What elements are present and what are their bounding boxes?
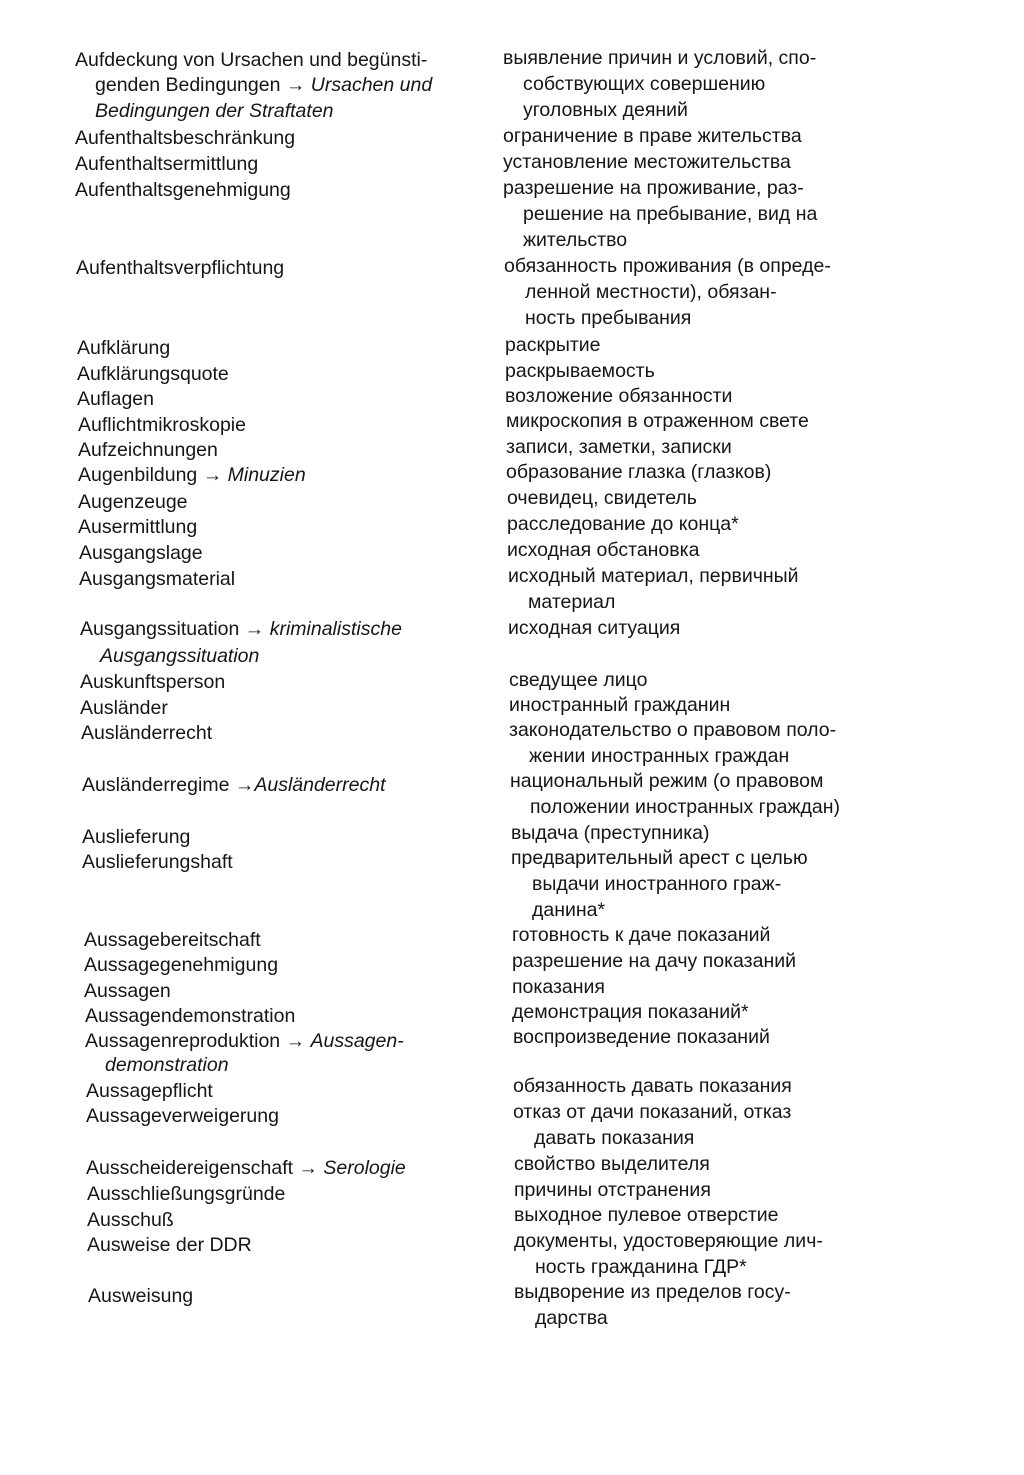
translation-ru: выдворение из пределов госу- xyxy=(514,1281,791,1303)
translation-ru: иностранный гражданин xyxy=(509,694,731,716)
term-de: Ausländerregime →Ausländerrecht xyxy=(82,774,386,796)
cross-reference: Ausgangssituation xyxy=(100,645,260,667)
cross-reference: Minuzien xyxy=(227,464,306,486)
term-de: Ausweisung xyxy=(88,1285,194,1307)
term-de: Aufenthaltsermittlung xyxy=(75,153,259,175)
translation-ru: документы, удостоверяющие лич- xyxy=(514,1230,823,1252)
translation-ru: национальный режим (о правовом xyxy=(510,770,824,792)
cross-reference: Bedingungen der Straftaten xyxy=(95,100,334,122)
term-de: Ausermittlung xyxy=(78,516,198,538)
translation-ru: законодательство о правовом поло- xyxy=(509,719,837,741)
arrow-icon: → xyxy=(285,74,306,96)
cross-reference: Ursachen und xyxy=(310,74,433,96)
translation-ru: возложение обязанности xyxy=(505,385,733,407)
term-de: Ausweise der DDR xyxy=(87,1234,252,1256)
cross-reference: demonstration xyxy=(105,1054,229,1076)
translation-ru: свойство выделителя xyxy=(514,1153,710,1175)
term-de: Ausgangsmaterial xyxy=(79,568,236,590)
term-de: Aussagendemonstration xyxy=(85,1005,296,1027)
term-de: Aussageverweigerung xyxy=(86,1105,279,1127)
cross-reference: Aussagen- xyxy=(310,1030,404,1052)
term-de: Aussagen xyxy=(84,980,171,1002)
arrow-icon: → xyxy=(244,618,265,640)
term-de: Auslieferungshaft xyxy=(82,851,233,873)
term-de: Auslieferung xyxy=(82,826,191,848)
translation-ru: выявление причин и условий, спо- xyxy=(503,47,817,69)
translation-ru: исходная обстановка xyxy=(507,539,700,561)
translation-ru: очевидец, свидетель xyxy=(507,487,697,509)
translation-ru: показания xyxy=(512,976,605,998)
translation-ru: давать показания xyxy=(534,1127,695,1149)
term-de: Aufenthaltsgenehmigung xyxy=(75,179,291,201)
translation-ru: ограничение в праве жительства xyxy=(503,125,802,147)
term-de: Augenzeuge xyxy=(78,491,188,513)
translation-ru: ность пребывания xyxy=(525,307,692,329)
term-de: Ausgangssituation → kriminalistische xyxy=(80,618,402,640)
translation-ru: отказ от дачи показаний, отказ xyxy=(513,1101,792,1123)
term-de: Ausschuß xyxy=(87,1209,174,1231)
term-de: Auflagen xyxy=(77,388,154,410)
translation-ru: данина* xyxy=(532,899,606,921)
translation-ru: уголовных деяний xyxy=(523,99,688,121)
arrow-icon: → xyxy=(202,464,223,486)
cross-reference: kriminalistische xyxy=(269,618,402,640)
translation-ru: демонстрация показаний* xyxy=(512,1001,749,1023)
translation-ru: обязанность давать показания xyxy=(513,1075,792,1097)
arrow-icon: → xyxy=(234,774,255,796)
term-de: Aufklärung xyxy=(77,337,171,359)
term-de: Augenbildung → Minuzien xyxy=(78,464,306,486)
term-de: Aussagegenehmigung xyxy=(84,954,279,976)
translation-ru: решение на пребывание, вид на xyxy=(523,203,818,225)
translation-ru: разрешение на проживание, раз- xyxy=(503,177,804,199)
term-de: Auskunftsperson xyxy=(80,671,226,693)
translation-ru: разрешение на дачу показаний xyxy=(512,950,796,972)
translation-ru: образование глазка (глазков) xyxy=(506,461,772,483)
translation-ru: расследование до конца* xyxy=(507,513,739,535)
translation-ru: жительство xyxy=(523,229,628,251)
term-de: Ausländer xyxy=(80,697,168,719)
translation-ru: предварительный арест с целью xyxy=(511,847,808,869)
term-de: genden Bedingungen → Ursachen und xyxy=(95,74,433,96)
translation-ru: ность гражданина ГДР* xyxy=(535,1256,747,1278)
term-de: Aufklärungsquote xyxy=(77,363,229,385)
translation-ru: дарства xyxy=(535,1307,608,1329)
translation-ru: готовность к даче показаний xyxy=(512,924,771,946)
term-de: Ausländerrecht xyxy=(81,722,213,744)
term-de: Ausschließungsgründe xyxy=(87,1183,286,1205)
arrow-icon: → xyxy=(298,1157,318,1179)
translation-ru: раскрытие xyxy=(505,334,601,356)
cross-reference: Ausländerrecht xyxy=(254,774,386,796)
term-de: Aufdeckung von Ursachen und begünsti- xyxy=(75,49,428,71)
term-de: Auflichtmikroskopie xyxy=(78,414,246,436)
term-de: Aussagepflicht xyxy=(86,1080,213,1102)
cross-reference: Serologie xyxy=(323,1157,406,1179)
translation-ru: микроскопия в отраженном свете xyxy=(506,410,809,432)
arrow-icon: → xyxy=(285,1030,306,1052)
term-de: Aufenthaltsbeschränkung xyxy=(75,127,296,149)
term-de: Aussagenreproduktion → Aussagen- xyxy=(85,1030,404,1052)
translation-ru: выдачи иностранного граж- xyxy=(532,873,782,895)
translation-ru: собствующих совершению xyxy=(523,73,766,95)
term-de: Aussagebereitschaft xyxy=(84,929,261,951)
translation-ru: записи, заметки, записки xyxy=(506,436,732,458)
translation-ru: жении иностранных граждан xyxy=(529,745,790,767)
term-de: Aufenthaltsverpflichtung xyxy=(76,257,285,279)
translation-ru: ленной местности), обязан- xyxy=(525,281,777,303)
translation-ru: сведущее лицо xyxy=(509,669,648,691)
translation-ru: выдача (преступника) xyxy=(511,822,710,844)
translation-ru: воспроизведение показаний xyxy=(513,1026,770,1048)
translation-ru: установление местожительства xyxy=(503,151,791,173)
translation-ru: исходная ситуация xyxy=(508,617,681,639)
translation-ru: положении иностранных граждан) xyxy=(530,796,840,818)
translation-ru: исходный материал, первичный xyxy=(508,565,799,587)
translation-ru: материал xyxy=(528,591,616,613)
term-de: Aufzeichnungen xyxy=(78,439,218,461)
translation-ru: выходное пулевое отверстие xyxy=(514,1204,779,1226)
translation-ru: обязанность проживания (в опреде- xyxy=(504,255,831,277)
term-de: Ausscheidereigenschaft → Serologie xyxy=(86,1157,406,1179)
term-de: Ausgangslage xyxy=(79,542,203,564)
translation-ru: раскрываемость xyxy=(505,360,655,382)
translation-ru: причины отстранения xyxy=(514,1179,711,1201)
